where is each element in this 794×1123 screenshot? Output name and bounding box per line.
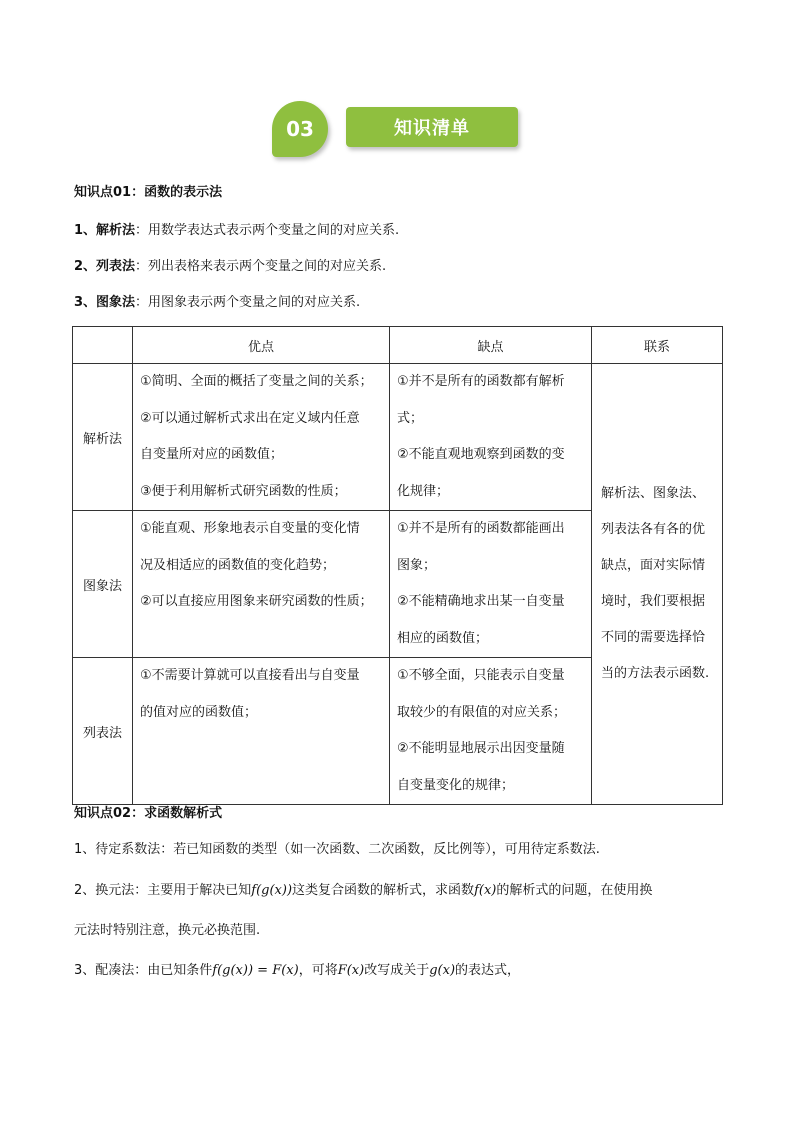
cell-line: 自变量变化的规律； <box>397 777 515 793</box>
cell-line: 图象； <box>397 557 437 573</box>
table-header-cell: 缺点 <box>390 327 592 364</box>
cell-line: ②不能明显地展示出因变量随 <box>397 741 565 756</box>
section1-item-2 <box>74 255 386 274</box>
comparison-table <box>72 326 723 805</box>
cell-line: ①并不是所有的函数都有解析 <box>397 374 565 389</box>
section1-heading: 知识点01：函数的表示法 <box>74 185 223 200</box>
formula: F(x) <box>337 963 365 978</box>
section1-item-1 <box>74 219 399 238</box>
cell-line: ①能直观、形象地表示自变量的变化情 <box>140 521 360 536</box>
table-header-row <box>73 327 723 364</box>
section2-item-2-cont: 元法时特别注意，换元必换范围. <box>74 923 261 938</box>
row-label: 列表法 <box>73 658 133 805</box>
cell-line: 相应的函数值； <box>397 630 489 646</box>
item-text: ：用图象表示两个变量之间的对应关系. <box>135 295 361 310</box>
section-title-bar: 知识清单 <box>346 107 518 147</box>
cell-line: 解析法、图象法、 <box>601 486 706 501</box>
text-run: 的表达式， <box>455 963 521 978</box>
pros-cell <box>133 364 390 511</box>
table-header-cell <box>73 327 133 364</box>
cell-line: 不同的需要选择恰 <box>601 630 706 645</box>
cell-line: ②不能精确地求出某一自变量 <box>397 594 565 609</box>
cons-cell <box>390 658 592 805</box>
cell-line: 缺点，面对实际情 <box>601 558 706 573</box>
table-header-cell: 联系 <box>592 327 723 364</box>
item-label: 3、图象法 <box>74 295 136 310</box>
cell-line: ①不需要计算就可以直接看出与自变量 <box>140 668 360 683</box>
section2-item-3 <box>74 959 520 978</box>
cell-line: 当的方法表示函数. <box>601 666 710 681</box>
cell-line: ③便于利用解析式研究函数的性质； <box>140 483 347 499</box>
cons-cell <box>390 511 592 658</box>
cell-line: ①不够全面，只能表示自变量 <box>397 668 565 683</box>
item-text: ：列出表格来表示两个变量之间的对应关系. <box>135 259 387 274</box>
table-row <box>73 364 723 511</box>
section1-item-3 <box>74 291 360 310</box>
section2-item-1: 1、待定系数法：若已知函数的类型（如一次函数、二次函数，反比例等），可用待定系数法. <box>74 842 600 857</box>
section-banner <box>272 98 522 158</box>
cell-line: 取较少的有限值的对应关系； <box>397 704 567 720</box>
item-text: ：用数学表达式表示两个变量之间的对应关系. <box>135 223 400 238</box>
formula: f(x) <box>474 883 497 898</box>
cell-line: 的值对应的函数值； <box>140 704 258 720</box>
cons-cell <box>390 364 592 511</box>
cell-line: 化规律； <box>397 483 450 499</box>
formula: g(x) <box>429 963 456 978</box>
formula: f(g(x)) = F(x) <box>212 963 299 978</box>
section-number-badge: 03 <box>272 101 328 157</box>
pros-cell <box>133 511 390 658</box>
row-label: 解析法 <box>73 364 133 511</box>
table-header-cell: 优点 <box>133 327 390 364</box>
text-run: 3、配凑法：由已知条件 <box>74 963 213 978</box>
cell-line: 境时，我们要根据 <box>601 594 706 609</box>
cell-line: 式； <box>397 410 424 426</box>
item-label: 1、解析法 <box>74 223 136 238</box>
formula: f(g(x)) <box>251 883 293 898</box>
section2-heading: 知识点02：求函数解析式 <box>74 806 223 821</box>
text-run: 2、换元法：主要用于解决已知 <box>74 883 252 898</box>
cell-line: ②不能直观地观察到函数的变 <box>397 447 565 462</box>
text-run: 改写成关于 <box>364 963 430 978</box>
cell-line: 自变量所对应的函数值； <box>140 447 284 462</box>
section2-item-2 <box>74 879 652 898</box>
link-cell <box>592 364 723 805</box>
row-label: 图象法 <box>73 511 133 658</box>
cell-line: 列表法各有各的优 <box>601 522 706 537</box>
cell-line: ①简明、全面的概括了变量之间的关系； <box>140 374 373 389</box>
cell-line: 况及相适应的函数值的变化趋势； <box>140 557 336 573</box>
text-run: 这类复合函数的解析式，求函数 <box>292 883 475 898</box>
text-run: ，可将 <box>298 963 338 978</box>
text-run: 的解析式的问题，在使用换 <box>496 883 653 898</box>
item-label: 2、列表法 <box>74 259 136 274</box>
cell-line: ②可以通过解析式求出在定义域内任意 <box>140 410 360 426</box>
cell-line: ②可以直接应用图象来研究函数的性质； <box>140 594 373 609</box>
pros-cell <box>133 658 390 805</box>
cell-line: ①并不是所有的函数都能画出 <box>397 521 565 536</box>
